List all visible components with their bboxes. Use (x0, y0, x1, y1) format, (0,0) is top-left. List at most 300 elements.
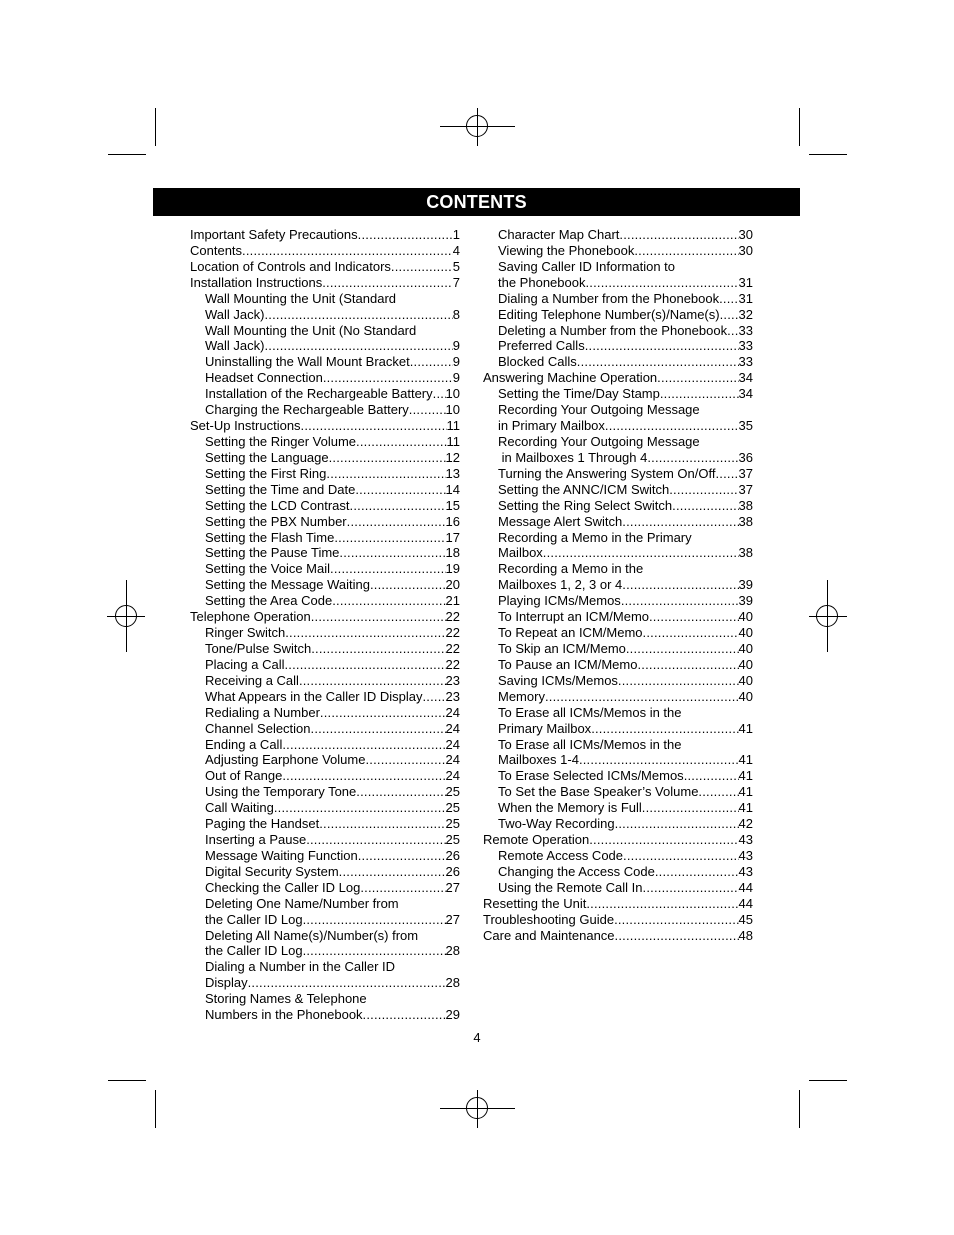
toc-entry-page: 24 (445, 704, 460, 720)
toc-entry-page: 27 (445, 879, 460, 895)
toc-entry-title: Call Waiting (205, 800, 274, 816)
toc-entry-title: Mailboxes 1, 2, 3 or 4 (498, 577, 623, 593)
dot-leader (350, 498, 446, 514)
toc-entry-page: 4 (452, 242, 460, 258)
toc-entry (190, 370, 460, 386)
toc-entry (483, 291, 753, 307)
toc-entry (483, 657, 753, 673)
toc-entry (190, 323, 460, 339)
toc-entry (483, 402, 753, 418)
dot-leader (274, 800, 446, 816)
toc-entry-title: the Caller ID Log (205, 943, 303, 959)
toc-entry-title: Setting the ANNC/ICM Switch (498, 481, 670, 497)
toc-entry (190, 482, 460, 498)
toc-entry (190, 673, 460, 689)
dot-leader (579, 752, 739, 768)
crop-mark (108, 1080, 146, 1081)
dot-leader (649, 609, 739, 625)
dot-leader (626, 641, 739, 657)
toc-entry-page: 48 (738, 927, 753, 943)
dot-leader (409, 402, 446, 418)
toc-entry (190, 641, 460, 657)
toc-entry (190, 418, 460, 434)
dot-leader (329, 450, 446, 466)
dot-leader (356, 434, 446, 450)
toc-entry (483, 307, 753, 323)
toc-entry (483, 545, 753, 561)
toc-entry (190, 737, 460, 753)
dot-leader (719, 291, 738, 307)
toc-entry-title: Wall Mounting the Unit (No Standard (205, 322, 417, 338)
toc-entry-title: Saving ICMs/Memos (498, 672, 618, 688)
dot-leader (614, 912, 738, 928)
dot-leader (647, 450, 738, 466)
toc-entry-title: To Erase all ICMs/Memos in the (498, 704, 682, 720)
toc-entry-page: 41 (738, 768, 753, 784)
dot-leader (285, 625, 445, 641)
toc-entry (483, 625, 753, 641)
toc-entry-title: Wall Jack) (205, 338, 265, 354)
toc-entry-page: 14 (445, 481, 460, 497)
toc-entry (483, 577, 753, 593)
toc-entry-title: Remote Operation (483, 832, 590, 848)
toc-entry-page: 43 (738, 863, 753, 879)
toc-entry-page: 26 (445, 847, 460, 863)
toc-entry-page: 11 (446, 418, 460, 434)
toc-entry-page: 9 (452, 370, 460, 386)
toc-entry-page: 31 (738, 274, 753, 290)
toc-entry (190, 227, 460, 243)
dot-leader (322, 275, 453, 291)
toc-entry-page: 5 (452, 258, 460, 274)
dot-leader (358, 848, 446, 864)
toc-entry-page: 24 (445, 752, 460, 768)
toc-entry-page: 1 (452, 227, 460, 242)
toc-entry-page: 24 (445, 736, 460, 752)
toc-entry (190, 625, 460, 641)
toc-entry (190, 864, 460, 880)
toc-entry-title: Placing a Call (205, 656, 285, 672)
dot-leader (623, 848, 739, 864)
toc-entry-page: 44 (738, 879, 753, 895)
dot-leader (589, 832, 738, 848)
dot-leader (637, 657, 738, 673)
toc-entry (483, 752, 753, 768)
toc-entry-title: Recording a Memo in the Primary (498, 529, 692, 545)
toc-entry-page: 41 (738, 800, 753, 816)
crop-mark (809, 1080, 847, 1081)
toc-entry (483, 593, 753, 609)
toc-entry-title: Wall Jack) (205, 306, 265, 322)
toc-entry-page: 19 (445, 561, 460, 577)
toc-entry (190, 386, 460, 402)
toc-entry-page: 38 (738, 513, 753, 529)
toc-entry (190, 354, 460, 370)
toc-entry (483, 896, 753, 912)
toc-entry-title: Paging the Handset (205, 816, 320, 832)
toc-column-left (190, 227, 460, 1023)
toc-entry-title: in Primary Mailbox (498, 418, 605, 434)
toc-entry-page: 40 (738, 672, 753, 688)
contents-header (153, 188, 800, 216)
toc-entry-page: 22 (445, 656, 460, 672)
toc-entry (483, 498, 753, 514)
toc-entry (483, 482, 753, 498)
toc-entry (190, 338, 460, 354)
toc-entry (483, 705, 753, 721)
dot-leader (248, 975, 446, 991)
toc-entry (190, 768, 460, 784)
toc-entry (483, 338, 753, 354)
toc-entry (190, 275, 460, 291)
dot-leader (618, 673, 739, 689)
toc-entry-page: 9 (452, 354, 460, 370)
toc-entry (483, 800, 753, 816)
toc-entry (483, 259, 753, 275)
toc-entry-title: Setting the Area Code (205, 593, 333, 609)
dot-leader (339, 545, 445, 561)
toc-entry-title: Memory (498, 688, 545, 704)
toc-entry-page: 22 (445, 640, 460, 656)
toc-entry (190, 752, 460, 768)
toc-entry (483, 848, 753, 864)
toc-entry (483, 912, 753, 928)
dot-leader (306, 832, 445, 848)
toc-entry-title: Adjusting Earphone Volume (205, 752, 366, 768)
toc-entry-title: Setting the Flash Time (205, 529, 335, 545)
toc-entry-title: To Pause an ICM/Memo (498, 656, 638, 672)
toc-entry-title: Resetting the Unit (483, 895, 587, 911)
dot-leader (282, 737, 445, 753)
toc-entry-title: Setting the First Ring (205, 465, 327, 481)
toc-entry-title: Ending a Call (205, 736, 283, 752)
toc-entry-page: 39 (738, 577, 753, 593)
toc-entry-page: 30 (738, 227, 753, 242)
toc-entry-title: Location of Controls and Indicators (190, 258, 391, 274)
toc-entry (483, 370, 753, 386)
toc-entry (483, 323, 753, 339)
toc-entry (190, 259, 460, 275)
toc-entry (190, 800, 460, 816)
dot-leader (347, 514, 446, 530)
toc-entry-title: Answering Machine Operation (483, 370, 658, 386)
toc-entry-page: 40 (738, 640, 753, 656)
toc-entry-title: Telephone Operation (190, 609, 311, 625)
toc-entry-page: 37 (738, 465, 753, 481)
toc-entry-title: To Skip an ICM/Memo (498, 640, 626, 656)
toc-entry-page: 12 (445, 449, 460, 465)
toc-entry-page: 42 (738, 816, 753, 832)
toc-entry-title: What Appears in the Caller ID Display (205, 688, 423, 704)
dot-leader (323, 370, 453, 386)
toc-entry-title: To Interrupt an ICM/Memo (498, 609, 649, 625)
toc-entry (190, 848, 460, 864)
toc-entry (483, 928, 753, 944)
toc-entry (190, 243, 460, 259)
toc-entry-page: 41 (738, 720, 753, 736)
toc-entry (190, 896, 460, 912)
toc-entry-page: 24 (445, 720, 460, 736)
toc-entry-title: Setting the Time and Date (205, 481, 356, 497)
toc-entry-title: Viewing the Phonebook (498, 242, 635, 258)
toc-entry-title: Charging the Rechargeable Battery (205, 402, 409, 418)
dot-leader (643, 625, 739, 641)
toc-entry-page: 40 (738, 656, 753, 672)
toc-entry-page: 33 (738, 354, 753, 370)
toc-entry-title: Out of Range (205, 768, 283, 784)
dot-leader (619, 227, 738, 243)
dot-leader (684, 768, 739, 784)
toc-entry-title: Remote Access Code (498, 847, 624, 863)
toc-entry-page: 38 (738, 497, 753, 513)
toc-entry (190, 593, 460, 609)
toc-entry-title: Changing the Access Code (498, 863, 655, 879)
toc-entry (190, 530, 460, 546)
dot-leader (727, 323, 738, 339)
toc-entry (483, 530, 753, 546)
crop-mark (799, 1090, 800, 1128)
dot-leader (355, 482, 445, 498)
toc-entry-page: 33 (738, 322, 753, 338)
toc-entry-title: Mailbox (498, 545, 543, 561)
toc-entry-page: 31 (738, 290, 753, 306)
toc-entry-page: 40 (738, 609, 753, 625)
dot-leader (660, 386, 739, 402)
dot-leader (339, 864, 446, 880)
toc-entry (190, 577, 460, 593)
toc-entry (190, 545, 460, 561)
toc-entry-title: in Mailboxes 1 Through 4 (498, 449, 648, 465)
toc-entry-title: the Phonebook (498, 274, 586, 290)
toc-entry-page: 7 (452, 274, 460, 290)
toc-entry-title: Editing Telephone Number(s)/Name(s) (498, 306, 720, 322)
toc-entry-page: 23 (445, 672, 460, 688)
dot-leader (356, 784, 445, 800)
toc-entry-title: Installation of the Rechargeable Battery (205, 386, 433, 402)
toc-entry (483, 275, 753, 291)
toc-entry-title: Setting the PBX Number (205, 513, 347, 529)
toc-entry-page: 8 (452, 306, 460, 322)
toc-entry-title: Recording Your Outgoing Message (498, 433, 700, 449)
dot-leader (332, 593, 445, 609)
toc-entry-page: 13 (445, 465, 460, 481)
dot-leader (242, 243, 453, 259)
toc-entry-page: 10 (445, 386, 460, 402)
toc-entry (483, 689, 753, 705)
toc-entry-title: the Caller ID Log (205, 911, 303, 927)
toc-entry-page: 29 (445, 1007, 460, 1023)
dot-leader (622, 514, 738, 530)
dot-leader (585, 338, 739, 354)
toc-entry-title: Dialing a Number from the Phonebook (498, 290, 720, 306)
toc-entry-title: Headset Connection (205, 370, 323, 386)
toc-entry-title: Wall Mounting the Unit (Standard (205, 290, 397, 306)
toc-entry-page: 34 (738, 370, 753, 386)
dot-leader (698, 784, 738, 800)
toc-entry (190, 402, 460, 418)
dot-leader (655, 864, 739, 880)
dot-leader (605, 418, 739, 434)
dot-leader (320, 705, 446, 721)
toc-entry-title: Setting the Voice Mail (205, 561, 331, 577)
toc-entry-page: 22 (445, 625, 460, 641)
dot-leader (282, 768, 445, 784)
toc-entry-title: Mailboxes 1-4 (498, 752, 579, 768)
toc-entry-page: 25 (445, 800, 460, 816)
dot-leader (360, 880, 445, 896)
dot-leader (326, 466, 445, 482)
toc-entry (190, 657, 460, 673)
toc-entry (483, 880, 753, 896)
toc-entry-page: 41 (738, 784, 753, 800)
toc-entry-page: 10 (445, 402, 460, 418)
dot-leader (643, 880, 739, 896)
crop-mark (155, 1090, 156, 1128)
dot-leader (591, 721, 738, 737)
dot-leader (615, 816, 739, 832)
toc-entry-title: Tone/Pulse Switch (205, 640, 312, 656)
toc-entry (190, 784, 460, 800)
dot-leader (577, 354, 739, 370)
toc-entry-title: Using the Temporary Tone (205, 784, 357, 800)
crop-mark (155, 108, 156, 146)
toc-entry-page: 38 (738, 545, 753, 561)
toc-entry-page: 35 (738, 418, 753, 434)
dot-leader (311, 609, 446, 625)
toc-entry-title: Turning the Answering System On/Off (498, 465, 716, 481)
dot-leader (622, 577, 738, 593)
toc-entry-title: Recording Your Outgoing Message (498, 402, 700, 418)
toc-entry-page: 20 (445, 577, 460, 593)
toc-entry-title: Preferred Calls (498, 338, 585, 354)
dot-leader (303, 912, 446, 928)
toc-entry-page: 32 (738, 306, 753, 322)
toc-entry (190, 466, 460, 482)
toc-entry-title: Blocked Calls (498, 354, 577, 370)
toc-entry (190, 307, 460, 323)
toc-entry-title: Recording a Memo in the (498, 561, 644, 577)
toc-entry (483, 737, 753, 753)
page-title: CONTENTS (426, 192, 527, 212)
toc-entry (483, 768, 753, 784)
toc-entry (190, 816, 460, 832)
dot-leader (585, 275, 738, 291)
toc-entry-page: 36 (738, 449, 753, 465)
toc-entry-page: 21 (445, 593, 460, 609)
toc-entry (483, 514, 753, 530)
dot-leader (433, 386, 446, 402)
toc-entry-page: 37 (738, 481, 753, 497)
toc-entry-title: Character Map Chart (498, 227, 620, 242)
toc-entry (190, 689, 460, 705)
dot-leader (330, 561, 446, 577)
toc-entry-page: 28 (445, 975, 460, 991)
toc-entry-page: 44 (738, 895, 753, 911)
dot-leader (422, 689, 445, 705)
toc-entry-title: Digital Security System (205, 863, 339, 879)
toc-entry-title: Important Safety Precautions (190, 227, 358, 242)
toc-entry-page: 43 (738, 832, 753, 848)
toc-entry-title: Setting the Pause Time (205, 545, 340, 561)
toc-entry (483, 609, 753, 625)
toc-entry-title: Two-Way Recording (498, 816, 615, 832)
toc-entry (190, 912, 460, 928)
toc-entry-title: Contents (190, 242, 243, 258)
toc-entry-page: 24 (445, 768, 460, 784)
toc-entry-title: Setting the Time/Day Stamp (498, 386, 660, 402)
toc-entry-page: 17 (445, 529, 460, 545)
dot-leader (370, 577, 446, 593)
toc-entry-page: 16 (445, 513, 460, 529)
toc-entry (190, 832, 460, 848)
toc-entry (190, 928, 460, 944)
toc-entry-page: 15 (445, 497, 460, 513)
crop-mark (809, 154, 847, 155)
dot-leader (365, 752, 445, 768)
dot-leader (363, 1007, 446, 1023)
toc-entry (190, 291, 460, 307)
toc-entry-title: To Set the Base Speaker’s Volume (498, 784, 699, 800)
toc-entry-title: To Erase Selected ICMs/Memos (498, 768, 684, 784)
toc-entry-title: Set-Up Instructions (190, 418, 301, 434)
toc-entry (190, 434, 460, 450)
toc-entry-title: Setting the LCD Contrast (205, 497, 350, 513)
toc-entry (483, 466, 753, 482)
toc-entry-title: Installation Instructions (190, 274, 323, 290)
toc-entry (483, 561, 753, 577)
toc-entry (483, 450, 753, 466)
toc-entry-title: Checking the Caller ID Log (205, 879, 361, 895)
toc-entry (483, 864, 753, 880)
toc-entry-title: Message Alert Switch (498, 513, 623, 529)
toc-entry (190, 561, 460, 577)
toc-entry (483, 243, 753, 259)
toc-entry (190, 721, 460, 737)
toc-entry-page: 43 (738, 847, 753, 863)
toc-entry (190, 514, 460, 530)
toc-entry-title: Message Waiting Function (205, 847, 358, 863)
toc-entry-page: 41 (738, 752, 753, 768)
toc-entry-title: To Repeat an ICM/Memo (498, 625, 643, 641)
toc-entry (190, 609, 460, 625)
dot-leader (299, 673, 446, 689)
dot-leader (586, 896, 738, 912)
dot-leader (311, 721, 446, 737)
toc-entry (483, 721, 753, 737)
toc-entry-title: Using the Remote Call In (498, 879, 643, 895)
toc-entry-page: 25 (445, 784, 460, 800)
toc-entry-page: 45 (738, 911, 753, 927)
crop-mark (108, 154, 146, 155)
toc-column-right (483, 227, 753, 943)
dot-leader (716, 466, 739, 482)
toc-entry-page: 30 (738, 242, 753, 258)
toc-entry (190, 959, 460, 975)
toc-entry-title: Deleting All Name(s)/Number(s) from (205, 927, 419, 943)
dot-leader (615, 928, 739, 944)
toc-entry-title: Playing ICMs/Memos (498, 593, 621, 609)
dot-leader (334, 530, 445, 546)
dot-leader (301, 418, 447, 434)
dot-leader (410, 354, 453, 370)
toc-entry-title: Receiving a Call (205, 672, 299, 688)
dot-leader (391, 259, 453, 275)
dot-leader (264, 338, 452, 354)
toc-entry (190, 705, 460, 721)
toc-entry-page: 34 (738, 386, 753, 402)
dot-leader (669, 482, 738, 498)
toc-entry-title: Numbers in the Phonebook (205, 1007, 363, 1023)
